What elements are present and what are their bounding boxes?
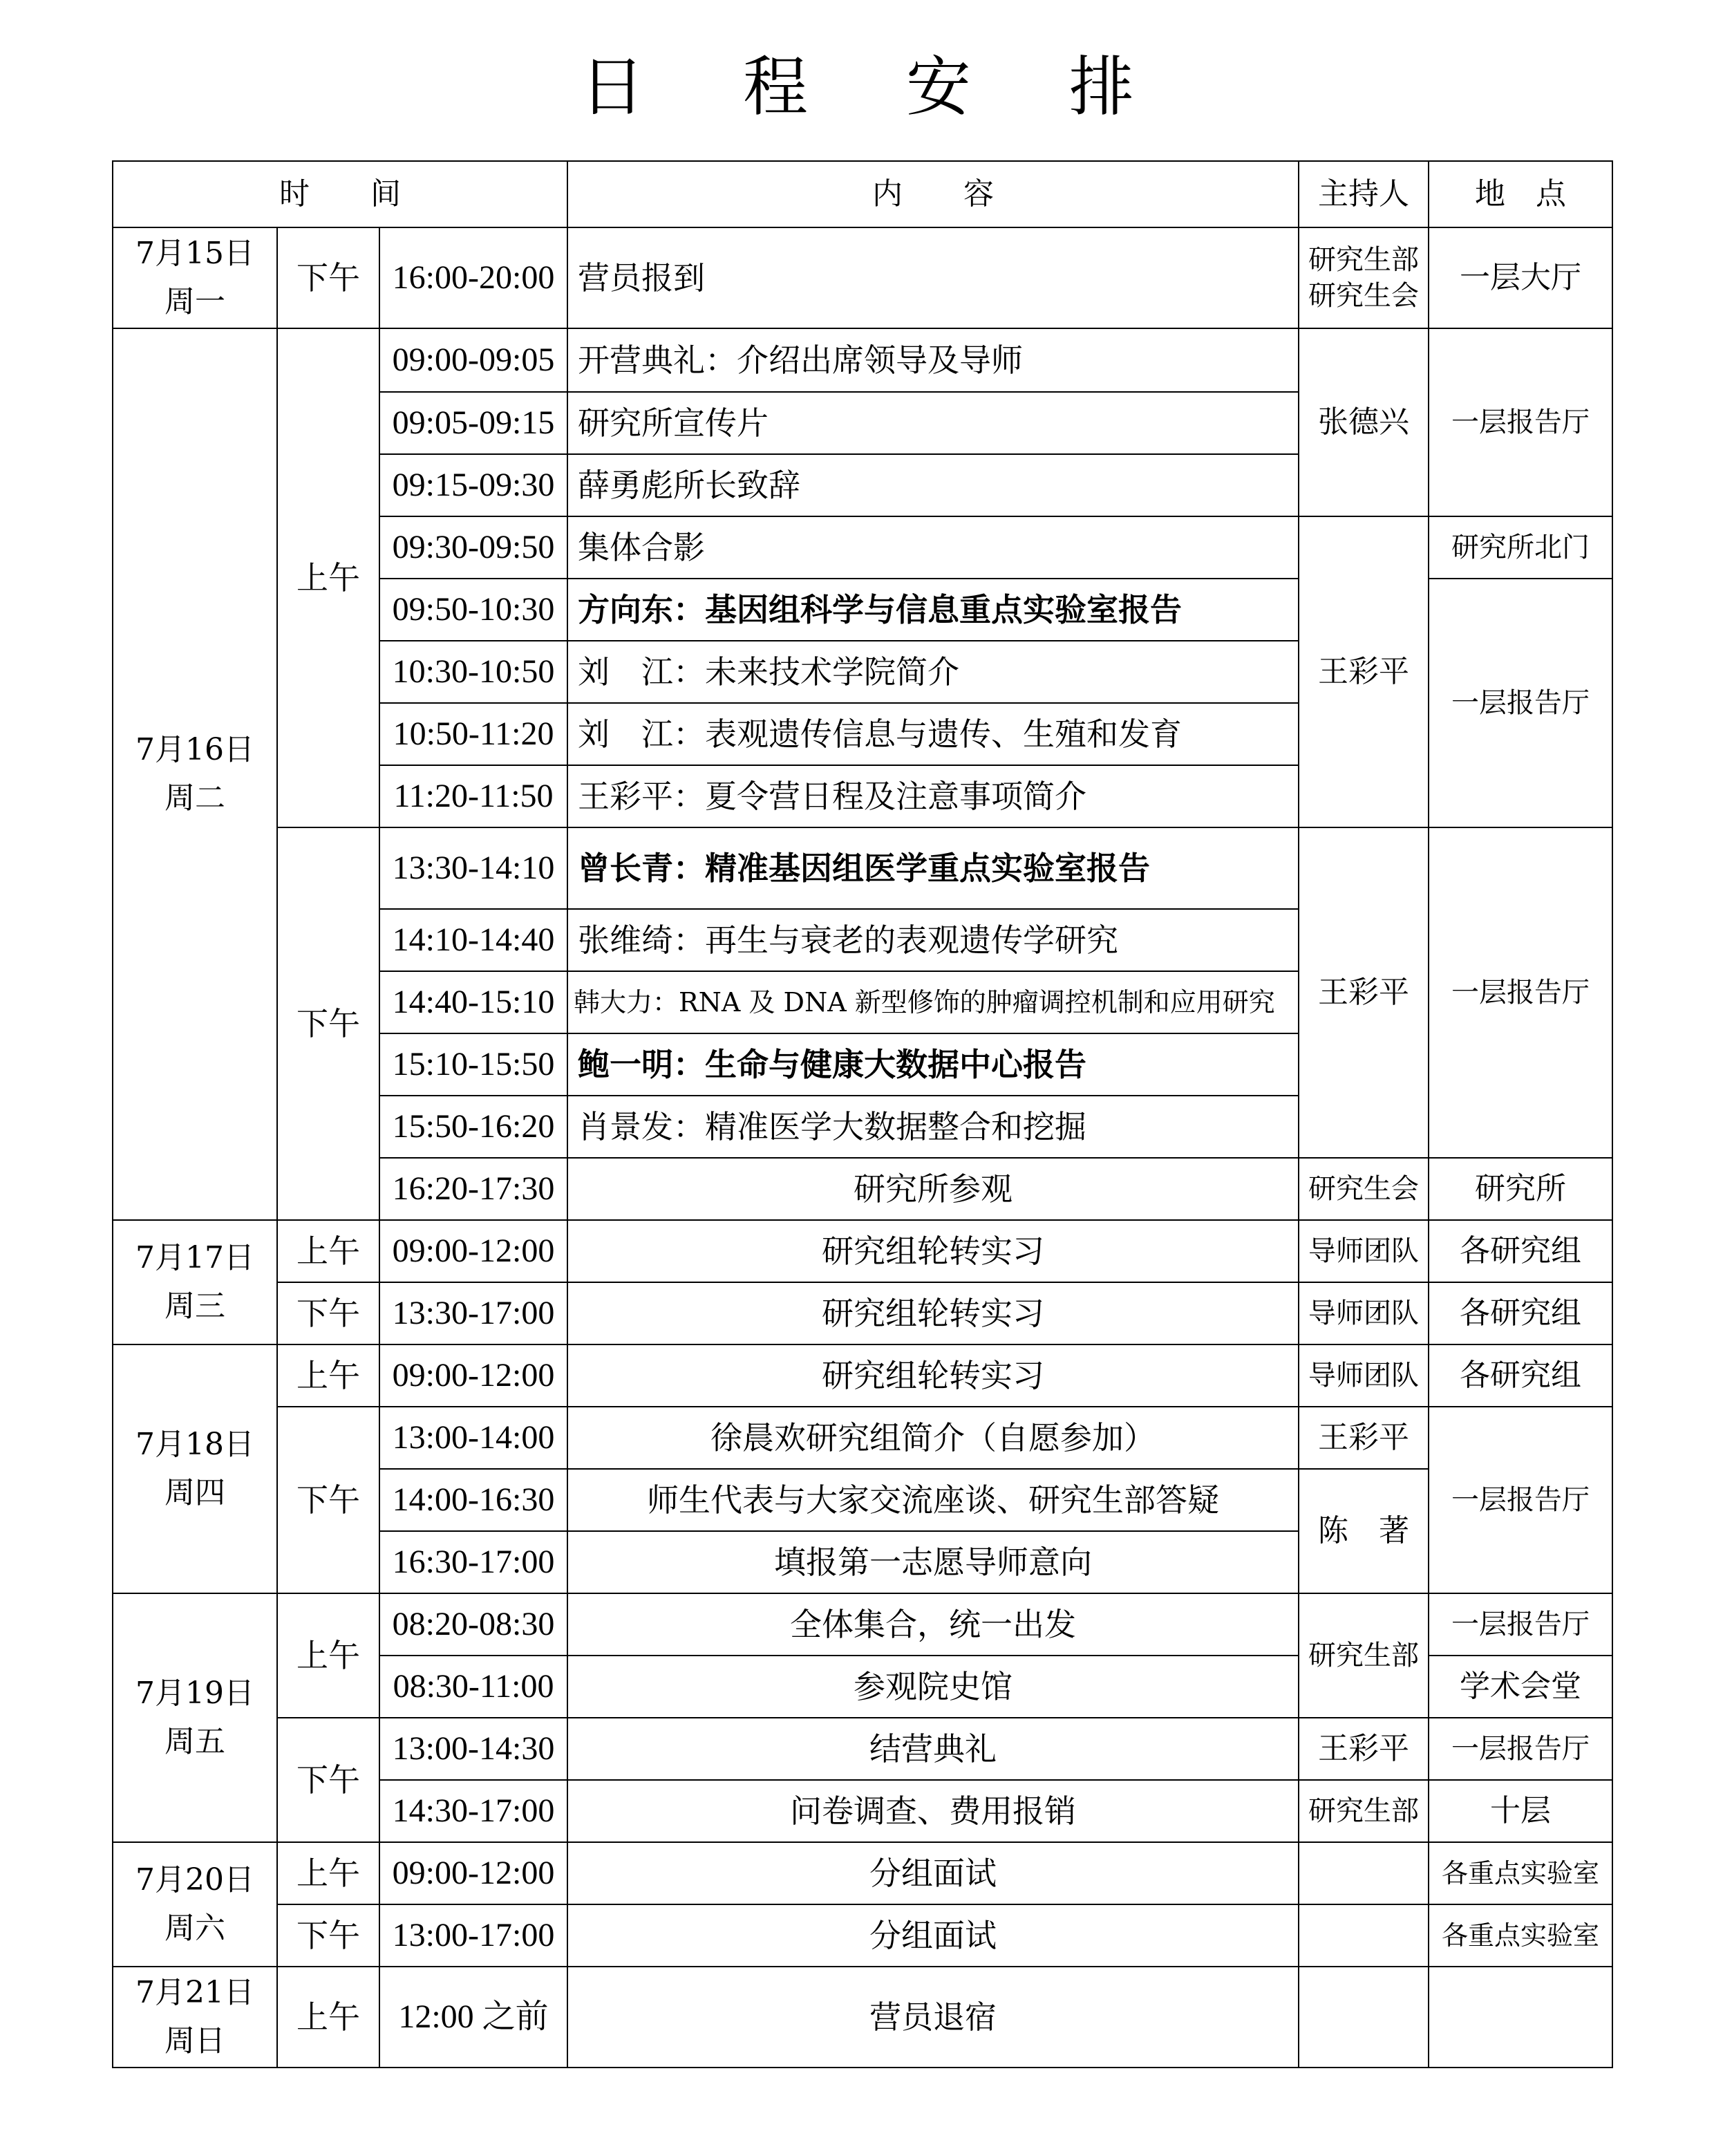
location-cell: 一层报告厅	[1429, 328, 1612, 516]
weekday: 周三	[164, 1288, 225, 1324]
header-host: 主持人	[1299, 161, 1429, 227]
time-cell: 10:50-11:20	[379, 703, 567, 765]
time-cell: 14:10-14:40	[379, 909, 567, 971]
day-cell	[113, 1967, 277, 2068]
host-cell: 王彩平	[1299, 827, 1429, 1158]
weekday: 周二	[164, 780, 225, 816]
day-cell	[113, 328, 277, 1220]
location-cell: 十层	[1429, 1780, 1612, 1842]
day-cell	[113, 1220, 277, 1344]
date: 7月20日	[135, 1862, 254, 1897]
content-cell: 研究所宣传片	[567, 392, 1299, 454]
content-cell: 薛勇彪所长致辞	[567, 454, 1299, 516]
period-cell: 上午	[277, 1344, 379, 1407]
location-cell: 各研究组	[1429, 1344, 1612, 1407]
host-cell: 王彩平	[1299, 1718, 1429, 1780]
day-cell	[113, 1344, 277, 1593]
location-cell: 一层大厅	[1429, 227, 1612, 328]
table-row	[113, 827, 1612, 909]
content-cell: 开营典礼：介绍出席领导及导师	[567, 328, 1299, 392]
period-cell: 下午	[277, 1407, 379, 1593]
time-cell: 15:50-16:20	[379, 1096, 567, 1158]
table-row	[113, 227, 1612, 328]
location-cell: 一层报告厅	[1429, 1718, 1612, 1780]
host-cell	[1299, 1904, 1429, 1967]
table-row	[113, 1904, 1612, 1967]
period-cell: 上午	[277, 328, 379, 827]
location-cell: 一层报告厅	[1429, 1593, 1612, 1656]
content-cell: 填报第一志愿导师意向	[567, 1531, 1299, 1593]
content-cell: 营员退宿	[567, 1967, 1299, 2068]
content-cell: 方向东：基因组科学与信息重点实验室报告	[567, 579, 1299, 641]
content-cell: 徐晨欢研究组简介（自愿参加）	[567, 1407, 1299, 1469]
location-cell: 研究所	[1429, 1158, 1612, 1220]
period-cell: 上午	[277, 1593, 379, 1718]
date: 7月17日	[135, 1240, 254, 1275]
header-row	[113, 161, 1612, 227]
host-cell: 导师团队	[1299, 1344, 1429, 1407]
weekday: 周五	[164, 1724, 225, 1759]
period-cell: 下午	[277, 227, 379, 328]
time-cell: 09:05-09:15	[379, 392, 567, 454]
time-cell: 13:30-17:00	[379, 1282, 567, 1344]
period-cell: 上午	[277, 1967, 379, 2068]
period-cell: 下午	[277, 1718, 379, 1842]
time-cell: 09:15-09:30	[379, 454, 567, 516]
location-cell: 学术会堂	[1429, 1656, 1612, 1718]
content-cell: 分组面试	[567, 1842, 1299, 1904]
time-cell: 09:50-10:30	[379, 579, 567, 641]
time-cell: 14:40-15:10	[379, 971, 567, 1033]
time-cell: 09:00-09:05	[379, 328, 567, 392]
table-row	[113, 1593, 1612, 1656]
content-cell: 参观院史馆	[567, 1656, 1299, 1718]
content-cell: 王彩平：夏令营日程及注意事项简介	[567, 765, 1299, 827]
content-cell: 刘 江：表观遗传信息与遗传、生殖和发育	[567, 703, 1299, 765]
period-cell: 下午	[277, 827, 379, 1220]
weekday: 周一	[164, 284, 225, 319]
content-cell: 韩大力：RNA 及 DNA 新型修饰的肿瘤调控机制和应用研究	[567, 971, 1299, 1033]
period-cell: 上午	[277, 1220, 379, 1282]
host-cell: 研究生部	[1299, 1593, 1429, 1718]
content-cell: 刘 江：未来技术学院简介	[567, 641, 1299, 703]
table-row	[113, 1282, 1612, 1344]
time-cell: 08:20-08:30	[379, 1593, 567, 1656]
date: 7月19日	[135, 1676, 254, 1711]
day-cell	[113, 1593, 277, 1842]
table-row	[113, 1344, 1612, 1407]
header-location: 地 点	[1429, 161, 1612, 227]
location-cell: 各研究组	[1429, 1220, 1612, 1282]
location-cell: 一层报告厅	[1429, 1407, 1612, 1593]
table-row	[113, 1967, 1612, 2068]
host-cell: 王彩平	[1299, 1407, 1429, 1469]
content-cell: 鲍一明：生命与健康大数据中心报告	[567, 1033, 1299, 1096]
time-cell: 12:00 之前	[379, 1967, 567, 2068]
content-cell: 曾长青：精准基因组医学重点实验室报告	[567, 827, 1299, 909]
location-cell: 各重点实验室	[1429, 1842, 1612, 1904]
content-cell: 全体集合，统一出发	[567, 1593, 1299, 1656]
location-cell: 各研究组	[1429, 1282, 1612, 1344]
content-cell: 张维绮：再生与衰老的表观遗传学研究	[567, 909, 1299, 971]
header-time: 时 间	[113, 161, 567, 227]
host-cell: 王彩平	[1299, 516, 1429, 827]
date: 7月18日	[135, 1427, 254, 1462]
period-cell: 下午	[277, 1904, 379, 1967]
table-row	[113, 1407, 1612, 1469]
time-cell: 13:00-14:00	[379, 1407, 567, 1469]
time-cell: 14:00-16:30	[379, 1469, 567, 1531]
time-cell: 16:00-20:00	[379, 227, 567, 328]
schedule-table	[112, 160, 1613, 2068]
time-cell: 09:00-12:00	[379, 1344, 567, 1407]
time-cell: 11:20-11:50	[379, 765, 567, 827]
time-cell: 13:00-17:00	[379, 1904, 567, 1967]
weekday: 周四	[164, 1475, 225, 1510]
page-title: 日 程 安 排	[580, 50, 1173, 125]
time-cell: 16:30-17:00	[379, 1531, 567, 1593]
table-row	[113, 1718, 1612, 1780]
content-cell: 研究组轮转实习	[567, 1344, 1299, 1407]
header-content: 内 容	[567, 161, 1299, 227]
content-cell: 集体合影	[567, 516, 1299, 579]
location-cell: 研究所北门	[1429, 516, 1612, 579]
time-cell: 14:30-17:00	[379, 1780, 567, 1842]
table-row	[113, 328, 1612, 392]
location-cell: 一层报告厅	[1429, 827, 1612, 1158]
day-cell	[113, 227, 277, 328]
content-cell: 问卷调查、费用报销	[567, 1780, 1299, 1842]
host-cell: 研究生部	[1299, 1780, 1429, 1842]
time-cell: 13:30-14:10	[379, 827, 567, 909]
date: 7月15日	[135, 236, 254, 271]
host-cell: 研究生部 研究生会	[1299, 227, 1429, 328]
date: 7月16日	[135, 732, 254, 767]
time-cell: 09:30-09:50	[379, 516, 567, 579]
day-cell	[113, 1842, 277, 1967]
time-cell: 15:10-15:50	[379, 1033, 567, 1096]
host-cell: 张德兴	[1299, 328, 1429, 516]
date: 7月21日	[135, 1975, 254, 2010]
table-row	[113, 1220, 1612, 1282]
content-cell: 师生代表与大家交流座谈、研究生部答疑	[567, 1469, 1299, 1531]
location-cell	[1429, 1967, 1612, 2068]
table-row	[113, 1842, 1612, 1904]
host-cell: 导师团队	[1299, 1282, 1429, 1344]
time-cell: 09:00-12:00	[379, 1842, 567, 1904]
weekday: 周日	[164, 2023, 225, 2059]
content-cell: 营员报到	[567, 227, 1299, 328]
content-cell: 研究组轮转实习	[567, 1220, 1299, 1282]
content-cell: 结营典礼	[567, 1718, 1299, 1780]
host-cell	[1299, 1842, 1429, 1904]
host-cell: 导师团队	[1299, 1220, 1429, 1282]
host-cell	[1299, 1967, 1429, 2068]
host-cell: 研究生会	[1299, 1158, 1429, 1220]
location-cell: 一层报告厅	[1429, 579, 1612, 827]
content-cell: 分组面试	[567, 1904, 1299, 1967]
weekday: 周六	[164, 1911, 225, 1946]
time-cell: 09:00-12:00	[379, 1220, 567, 1282]
period-cell: 下午	[277, 1282, 379, 1344]
time-cell: 13:00-14:30	[379, 1718, 567, 1780]
content-cell: 肖景发：精准医学大数据整合和挖掘	[567, 1096, 1299, 1158]
time-cell: 16:20-17:30	[379, 1158, 567, 1220]
period-cell: 上午	[277, 1842, 379, 1904]
location-cell: 各重点实验室	[1429, 1904, 1612, 1967]
host-cell: 陈 著	[1299, 1469, 1429, 1593]
content-cell: 研究所参观	[567, 1158, 1299, 1220]
time-cell: 10:30-10:50	[379, 641, 567, 703]
time-cell: 08:30-11:00	[379, 1656, 567, 1718]
content-cell: 研究组轮转实习	[567, 1282, 1299, 1344]
